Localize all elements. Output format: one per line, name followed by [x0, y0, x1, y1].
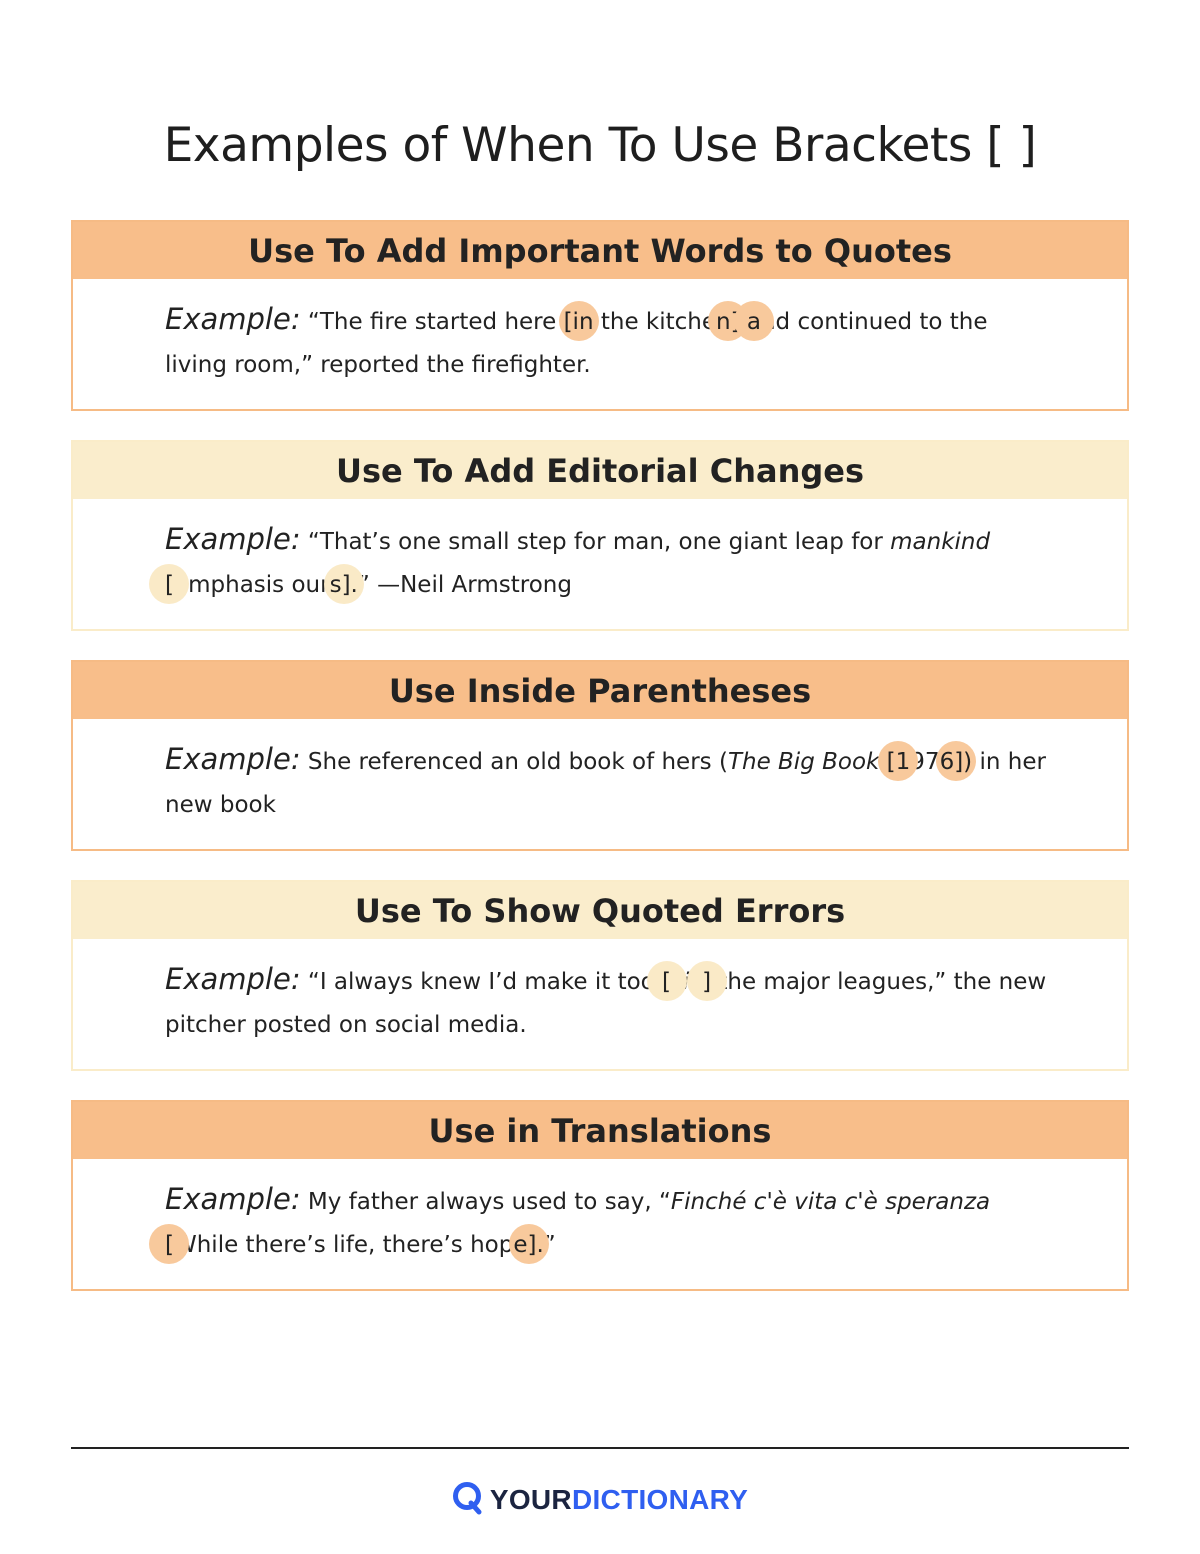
example-italic-text: Finché c'è vita c'è speranza [670, 1189, 991, 1215]
example-label: Example: [165, 1182, 301, 1216]
example-text: the major leagues,” the new pitcher posted on social media. [165, 969, 1047, 1038]
bracket-highlight: [in [563, 309, 594, 335]
example-italic-text: The Big Book [727, 749, 880, 775]
section-translations [71, 1100, 1129, 1291]
bracket-highlight: s]. [329, 572, 358, 598]
section-heading: Use Inside Parentheses [73, 662, 1127, 719]
section-heading: Use To Show Quoted Errors [73, 882, 1127, 939]
section-heading: Use To Add Editorial Changes [73, 442, 1127, 499]
bracket-highlight: [ [662, 969, 672, 995]
example-text: “I always knew I’d make it too [300, 969, 663, 995]
section-heading: Use To Add Important Words to Quotes [73, 222, 1127, 279]
bracket-highlight: a [746, 309, 761, 335]
bracket-highlight: ] [702, 969, 712, 995]
example-text: “That’s one small step for man, one giant leap for [300, 529, 891, 555]
section-example [73, 1159, 1127, 1267]
logo-your-text: YOUR [489, 1484, 572, 1515]
example-text: nd continued to the living room,” reported the firefighter. [165, 309, 988, 378]
section-example [73, 499, 1127, 607]
example-label: Example: [165, 522, 301, 556]
example-label: Example: [165, 962, 301, 996]
section-heading: Use in Translations [73, 1102, 1127, 1159]
example-label: Example: [165, 742, 301, 776]
section-example [73, 279, 1127, 387]
q-circle-logo-icon [452, 1481, 484, 1519]
bracket-highlight: [ [165, 572, 174, 598]
example-text: My father always used to say, “ [300, 1189, 671, 1215]
section-example [73, 719, 1127, 827]
bracket-highlight: 6]) [939, 749, 973, 775]
bracket-highlight: e]. [513, 1232, 544, 1258]
page-title: Examples of When To Use Brackets [ ] [163, 118, 1037, 173]
section-inside-parentheses [71, 660, 1129, 851]
example-label: Example: [165, 302, 301, 336]
section-quoted-errors [71, 880, 1129, 1071]
footer-divider [71, 1447, 1129, 1449]
example-text: While there’s life, there’s hop [173, 1232, 514, 1258]
example-text: She referenced an old book of hers ( [300, 749, 728, 775]
example-text: ” —Neil Armstrong [357, 572, 572, 598]
example-text: in her new book [165, 749, 1046, 818]
example-text: “The fire started here [300, 309, 564, 335]
example-italic-text: mankind [890, 529, 991, 555]
section-editorial-changes [71, 440, 1129, 631]
bracket-highlight: [ [165, 1232, 174, 1258]
yourdictionary-logo[interactable] [0, 1478, 1200, 1522]
example-italic-text: sic [671, 969, 703, 995]
logo-dictionary-text: DICTIONARY [571, 1484, 749, 1515]
example-text: emphasis our [173, 572, 330, 598]
example-text: 97 [910, 749, 940, 775]
section-add-important-words [71, 220, 1129, 411]
bracket-highlight: n] [716, 309, 740, 335]
section-example [73, 939, 1127, 1047]
logo-wordmark [490, 1484, 748, 1516]
bracket-highlight: [1 [886, 749, 911, 775]
example-text: the kitche [593, 309, 716, 335]
example-text: ” [543, 1232, 556, 1258]
